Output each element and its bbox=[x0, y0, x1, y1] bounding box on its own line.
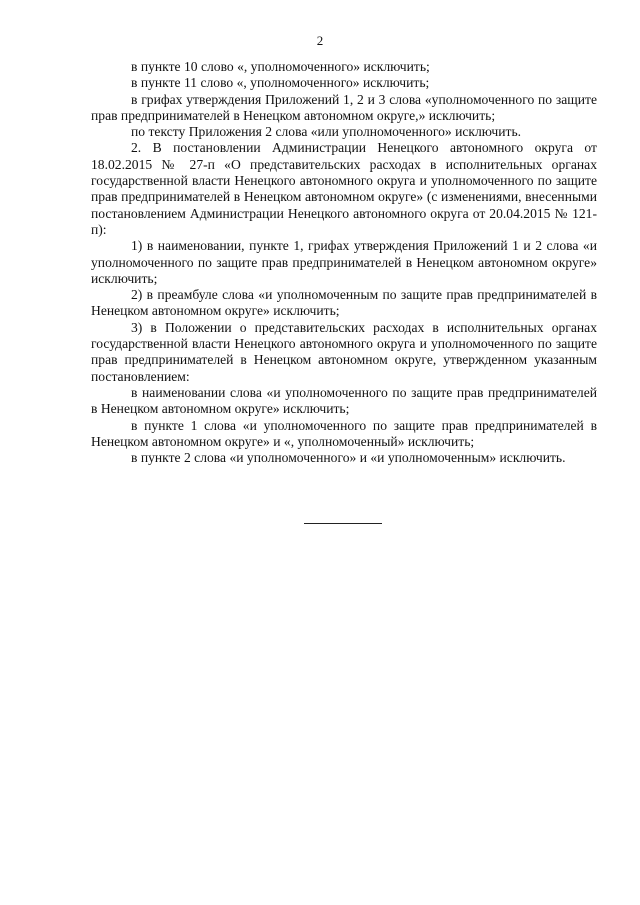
end-separator-line bbox=[304, 523, 382, 524]
paragraph-appendix-2-text: по тексту Приложения 2 слова «или уполномоченного» исключить. bbox=[131, 124, 522, 140]
document-body bbox=[91, 59, 597, 466]
paragraph-title-change: в наименовании слова «и уполномоченного по защите прав предпринимателей в Ненецком автономном округе» исключить; bbox=[91, 384, 597, 417]
paragraph-point-1-change: в пункте 1 слова «и уполномоченного по защите прав предпринимателей в Ненецком автономном округе» и «, уполномоченный» исключить; bbox=[91, 417, 597, 449]
paragraph-point-10: в пункте 10 слово «, уполномоченного» исключить; bbox=[131, 59, 430, 74]
paragraph-subpoint-1: 1) в наименовании, пункте 1, грифах утверждения Приложений 1 и 2 слова «и уполномоченного по защите прав предпринимателей в Ненецком автономном округе» исключить; bbox=[91, 238, 597, 286]
paragraph-subpoint-3: 3) в Положении о представительских расходах в исполнительных органах государственной власти Ненецкого автономного округа и уполномоченного по защите прав предпринимателей в Ненецком автономном округе, утвержденном указанным постановлением: bbox=[91, 319, 597, 384]
paragraph-point-11: в пункте 11 слово «, уполномоченного» исключить; bbox=[131, 75, 430, 91]
paragraph-section-2: 2. В постановлении Администрации Ненецкого автономного округа от 18.02.2015 № 27-п «О представительских расходах в исполнительных органах государственной власти Ненецкого автономного округа и уполномоченного по защите прав предпринимателей в Ненецком автономном округе» (с изменениями, внесенными постановлением Администрации Ненецкого автономного округа от 20.04.2015 № 121-п): bbox=[91, 140, 597, 237]
page-number: 2 bbox=[316, 33, 324, 48]
paragraph-subpoint-2: 2) в преамбуле слова «и уполномоченным по защите прав предпринимателей в Ненецком автономном округе» исключить; bbox=[91, 287, 597, 319]
paragraph-appendix-stamps: в грифах утверждения Приложений 1, 2 и 3 слова «уполномоченного по защите прав предпринимателей в Ненецком автономном округе,» исключить; bbox=[91, 91, 597, 123]
paragraph-point-2-change: в пункте 2 слова «и уполномоченного» и «и уполномоченным» исключить. bbox=[131, 450, 566, 466]
